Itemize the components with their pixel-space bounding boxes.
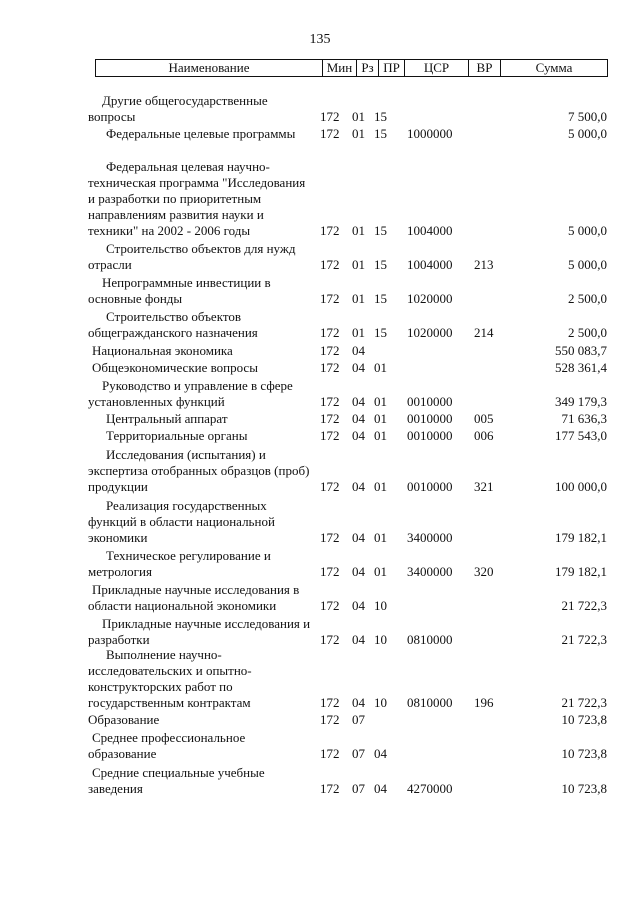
row-csr: 0010000: [407, 479, 453, 494]
row-vr: 320: [474, 564, 494, 579]
row-pr: 15: [374, 126, 387, 141]
header-vr: ВР: [468, 60, 500, 76]
row-name: Строительство объектов общегражданского назначения: [88, 309, 258, 340]
row-vr: 321: [474, 479, 494, 494]
row-rz: 07: [352, 712, 365, 727]
row-min: 172: [320, 598, 340, 613]
row-csr: 3400000: [407, 564, 453, 579]
row-rz: 07: [352, 746, 365, 761]
row-rz: 01: [352, 126, 365, 141]
row-csr: 0010000: [407, 394, 453, 409]
row-rz: 01: [352, 109, 365, 124]
row-sum: 21 722,3: [561, 695, 607, 710]
row-name: Исследования (испытания) и экспертиза отобранных образцов (проб) продукции: [88, 447, 310, 494]
row-sum: 10 723,8: [561, 712, 607, 727]
row-rz: 01: [352, 223, 365, 238]
header-csr: ЦСР: [404, 60, 468, 76]
row-name: Территориальные органы: [106, 428, 248, 443]
row-sum: 179 182,1: [555, 530, 607, 545]
row-name: Прикладные научные исследования и разработки: [88, 616, 311, 647]
row-sum: 21 722,3: [561, 632, 607, 647]
row-min: 172: [320, 343, 340, 358]
row-min: 172: [320, 109, 340, 124]
row-pr: 01: [374, 530, 387, 545]
row-pr: 10: [374, 598, 387, 613]
row-name: Другие общегосударственные вопросы: [88, 93, 268, 124]
row-min: 172: [320, 360, 340, 375]
row-rz: 04: [352, 564, 365, 579]
row-name: Образование: [88, 712, 160, 727]
row-sum: 7 500,0: [568, 109, 607, 124]
row-rz: 04: [352, 530, 365, 545]
row-pr: 15: [374, 291, 387, 306]
row-min: 172: [320, 479, 340, 494]
row-min: 172: [320, 325, 340, 340]
row-min: 172: [320, 712, 340, 727]
row-min: 172: [320, 530, 340, 545]
header-name: Наименование: [168, 60, 250, 75]
row-rz: 01: [352, 257, 365, 272]
row-rz: 04: [352, 411, 365, 426]
header-rz: Рз: [356, 60, 378, 76]
row-rz: 01: [352, 291, 365, 306]
row-name: Центральный аппарат: [106, 411, 228, 426]
row-csr: 1020000: [407, 325, 453, 340]
row-sum: 10 723,8: [561, 746, 607, 761]
row-pr: 01: [374, 411, 387, 426]
row-pr: 01: [374, 360, 387, 375]
row-pr: 04: [374, 746, 387, 761]
row-rz: 04: [352, 343, 365, 358]
row-min: 172: [320, 411, 340, 426]
row-min: 172: [320, 394, 340, 409]
row-min: 172: [320, 126, 340, 141]
row-pr: 01: [374, 564, 387, 579]
row-vr: 006: [474, 428, 494, 443]
row-rz: 01: [352, 325, 365, 340]
row-rz: 04: [352, 695, 365, 710]
row-vr: 214: [474, 325, 494, 340]
row-name: Строительство объектов для нужд отрасли: [88, 241, 296, 272]
row-csr: 1004000: [407, 257, 453, 272]
row-min: 172: [320, 564, 340, 579]
row-sum: 71 636,3: [561, 411, 607, 426]
row-rz: 04: [352, 479, 365, 494]
row-vr: 213: [474, 257, 494, 272]
row-name: Руководство и управление в сфере установленных функций: [88, 378, 293, 409]
row-sum: 179 182,1: [555, 564, 607, 579]
row-name: Реализация государственных функций в области национальной экономики: [88, 498, 275, 545]
row-min: 172: [320, 257, 340, 272]
row-vr: 196: [474, 695, 494, 710]
row-sum: 349 179,3: [555, 394, 607, 409]
row-csr: 4270000: [407, 781, 453, 796]
row-min: 172: [320, 223, 340, 238]
row-rz: 04: [352, 360, 365, 375]
row-sum: 10 723,8: [561, 781, 607, 796]
row-min: 172: [320, 291, 340, 306]
row-sum: 2 500,0: [568, 291, 607, 306]
row-sum: 5 000,0: [568, 126, 607, 141]
row-name: Федеральная целевая научно-техническая программа "Исследования и разработки по приоритетным направлениям развития науки и техники" на 2002 - 2006 годы: [88, 159, 306, 238]
row-rz: 04: [352, 632, 365, 647]
row-csr: 3400000: [407, 530, 453, 545]
row-csr: 0010000: [407, 411, 453, 426]
row-pr: 10: [374, 632, 387, 647]
row-name: Непрограммные инвестиции в основные фонды: [88, 275, 271, 306]
row-sum: 5 000,0: [568, 257, 607, 272]
row-rz: 04: [352, 598, 365, 613]
row-vr: 005: [474, 411, 494, 426]
row-rz: 04: [352, 428, 365, 443]
row-csr: 1004000: [407, 223, 453, 238]
row-pr: 01: [374, 394, 387, 409]
row-sum: 550 083,7: [555, 343, 607, 358]
row-name: Средние специальные учебные заведения: [88, 765, 265, 796]
row-pr: 15: [374, 325, 387, 340]
row-sum: 21 722,3: [561, 598, 607, 613]
row-pr: 15: [374, 109, 387, 124]
row-csr: 1000000: [407, 126, 453, 141]
row-csr: 0810000: [407, 695, 453, 710]
row-csr: 1020000: [407, 291, 453, 306]
row-min: 172: [320, 746, 340, 761]
header-sum: Сумма: [500, 60, 607, 76]
row-pr: 15: [374, 257, 387, 272]
row-pr: 01: [374, 479, 387, 494]
row-rz: 04: [352, 394, 365, 409]
row-csr: 0810000: [407, 632, 453, 647]
row-sum: 177 543,0: [555, 428, 607, 443]
row-name: Выполнение научно-исследовательских и опытно-конструкторских работ по государственным контрактам: [88, 647, 252, 710]
row-sum: 100 000,0: [555, 479, 607, 494]
row-name: Федеральные целевые программы: [106, 126, 296, 141]
row-pr: 10: [374, 695, 387, 710]
row-name: Общеэкономические вопросы: [92, 360, 258, 375]
row-min: 172: [320, 632, 340, 647]
row-sum: 5 000,0: [568, 223, 607, 238]
row-min: 172: [320, 781, 340, 796]
row-csr: 0010000: [407, 428, 453, 443]
row-rz: 07: [352, 781, 365, 796]
row-pr: 15: [374, 223, 387, 238]
row-name: Техническое регулирование и метрология: [88, 548, 271, 579]
row-name: Прикладные научные исследования в области национальной экономики: [88, 582, 300, 613]
header-min: Мин: [322, 60, 356, 76]
row-pr: 01: [374, 428, 387, 443]
row-min: 172: [320, 428, 340, 443]
header-pr: ПР: [378, 60, 404, 76]
page-number: 135: [309, 32, 331, 47]
row-pr: 04: [374, 781, 387, 796]
row-name: Национальная экономика: [92, 343, 233, 358]
row-sum: 528 361,4: [555, 360, 607, 375]
row-min: 172: [320, 695, 340, 710]
row-sum: 2 500,0: [568, 325, 607, 340]
row-name: Среднее профессиональное образование: [88, 730, 246, 761]
